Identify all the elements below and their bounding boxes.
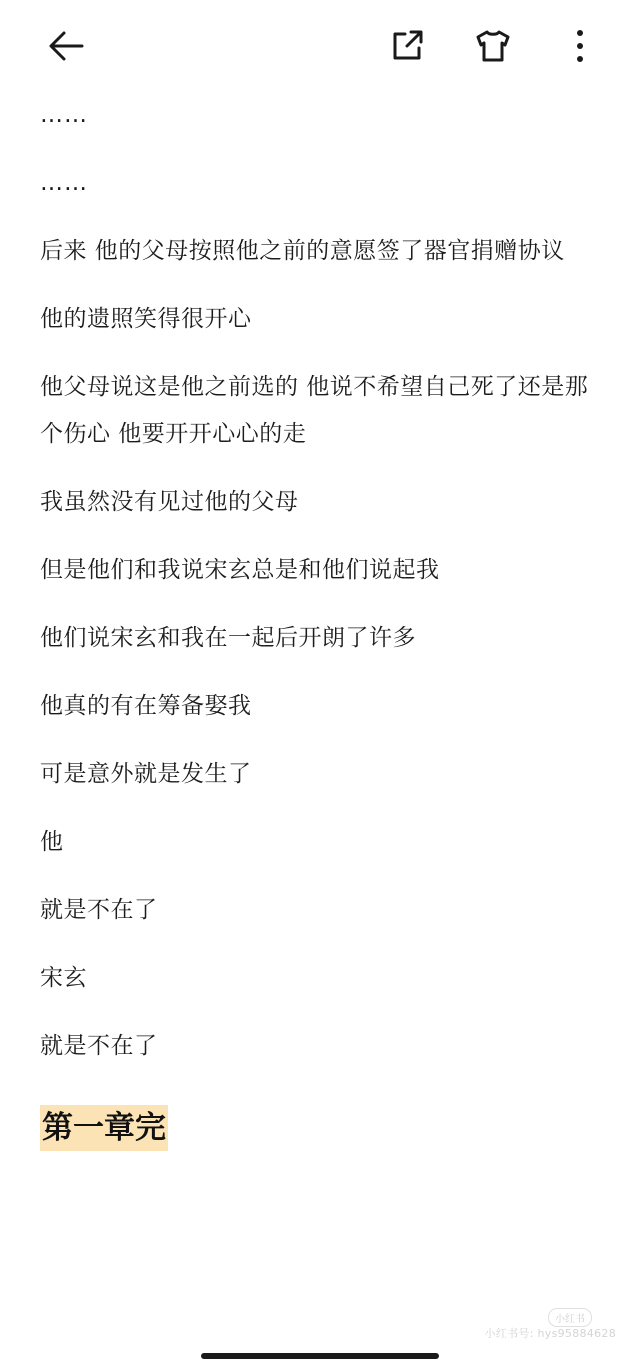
- article-paragraph: 他的遗照笑得很开心: [40, 306, 252, 332]
- share-icon: [387, 26, 427, 66]
- home-indicator[interactable]: [201, 1353, 439, 1359]
- top-toolbar: [0, 0, 640, 92]
- article-paragraph: 他: [40, 829, 64, 855]
- article-paragraph: 宋玄: [40, 965, 87, 991]
- chapter-end-heading: 第一章完: [40, 1105, 168, 1151]
- article-paragraph: ……: [40, 102, 88, 128]
- back-arrow-icon: [44, 24, 88, 68]
- article-paragraph: 他真的有在筹备娶我: [40, 693, 252, 719]
- article-paragraph: 后来 他的父母按照他之前的意愿签了器官捐赠协议: [40, 238, 565, 264]
- tshirt-icon: [473, 26, 513, 66]
- watermark-text: 小红书号: hys95884628: [484, 1327, 616, 1340]
- more-vertical-icon: [574, 28, 586, 64]
- article-paragraph: 他们说宋玄和我在一起后开朗了许多: [40, 625, 416, 651]
- article-paragraph: 他父母说这是他之前选的 他说不希望自己死了还是那个伤心 他要开开心心的走: [40, 374, 589, 447]
- article-body: [40, 92, 600, 1151]
- more-button[interactable]: [556, 22, 604, 70]
- theme-button[interactable]: [469, 22, 517, 70]
- watermark-badge: 小红书: [548, 1308, 592, 1327]
- article-paragraph: 就是不在了: [40, 897, 158, 923]
- article-paragraph: 可是意外就是发生了: [40, 761, 252, 787]
- article-paragraph: 我虽然没有见过他的父母: [40, 489, 299, 515]
- article-paragraph: 但是他们和我说宋玄总是和他们说起我: [40, 557, 440, 583]
- article-paragraph: ……: [40, 170, 88, 196]
- back-button[interactable]: [42, 22, 90, 70]
- share-button[interactable]: [383, 22, 431, 70]
- article-paragraph: 就是不在了: [40, 1033, 158, 1059]
